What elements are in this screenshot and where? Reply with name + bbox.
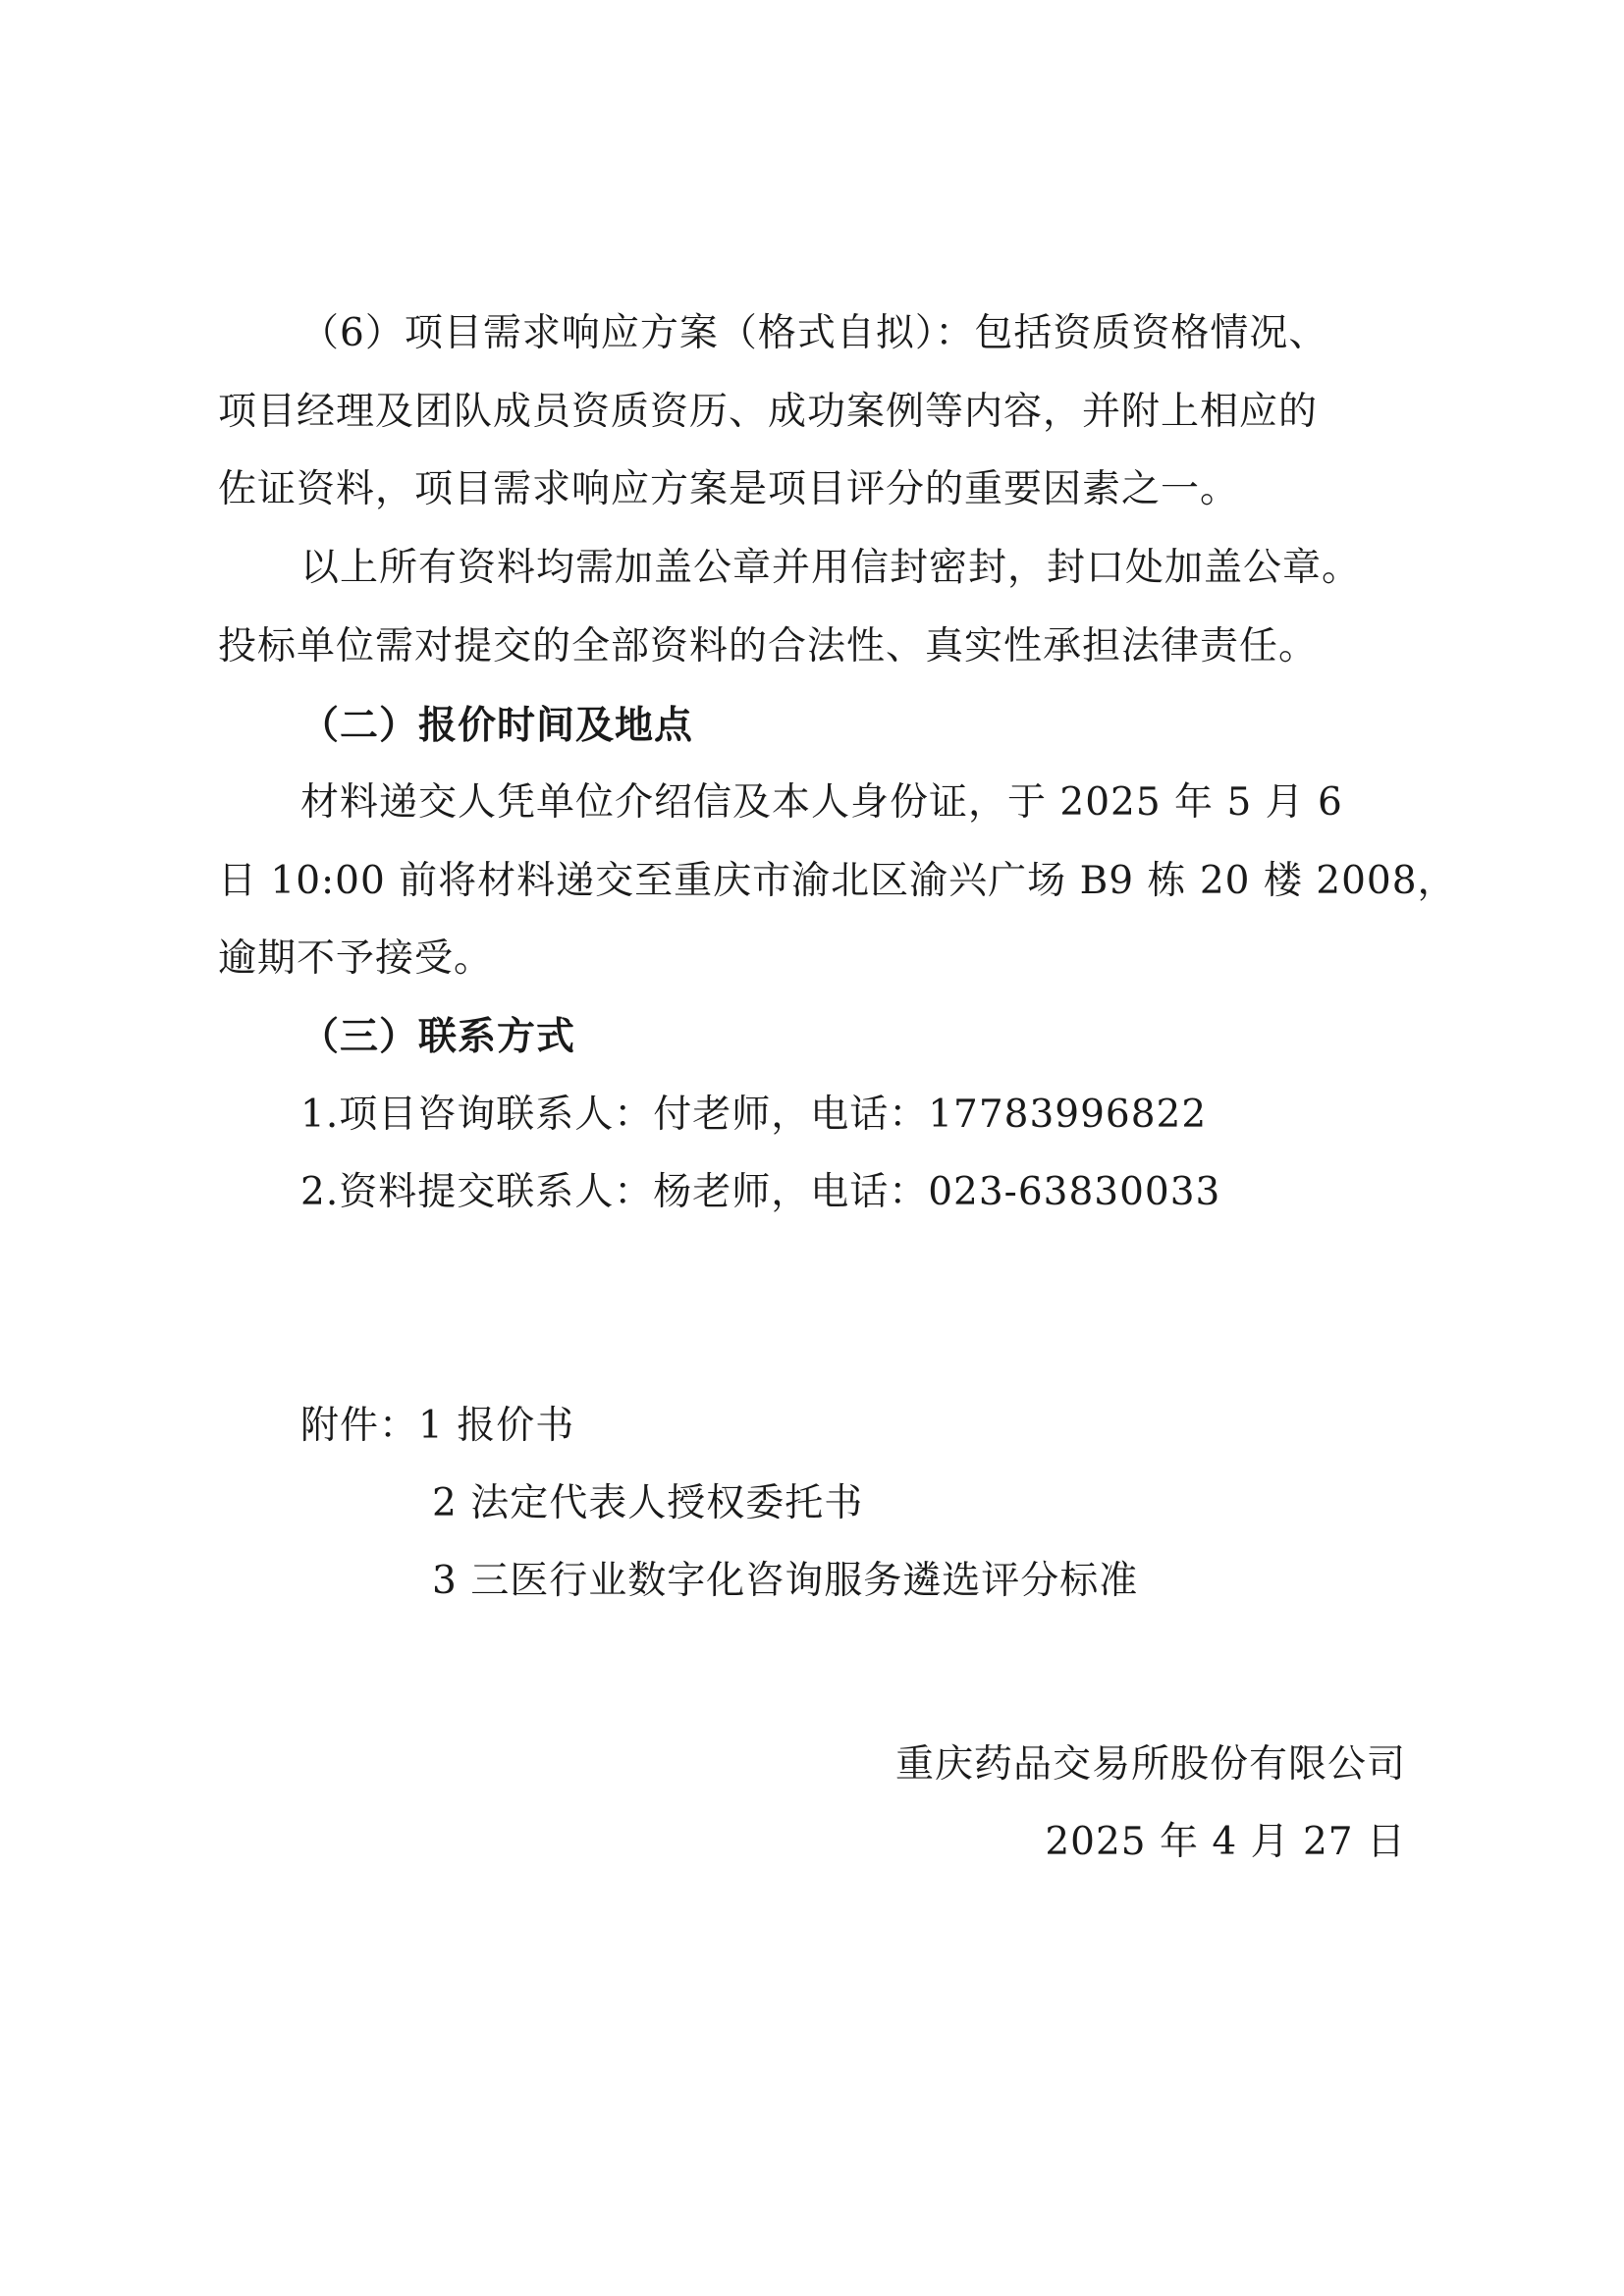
section2-heading: （二）报价时间及地点 [300, 703, 694, 748]
section2-line-2: 日 10:00 前将材料递交至重庆市渝北区渝兴广场 B9 栋 20 楼 2008， [218, 859, 1457, 903]
para6-line-2: 项目经理及团队成员资质资历、成功案例等内容，并附上相应的 [218, 390, 1319, 434]
attachment-item-2: 2 法定代表人授权委托书 [432, 1481, 864, 1525]
attachment-item-1: 1 报价书 [418, 1404, 575, 1448]
signature-date: 2025 年 4 月 27 日 [1045, 1820, 1406, 1864]
para6-line-3: 佐证资料，项目需求响应方案是项目评分的重要因素之一。 [218, 467, 1240, 511]
contact-line-2: 2.资料提交联系人：杨老师，电话：023-63830033 [300, 1170, 1221, 1214]
para6-line-1: （6）项目需求响应方案（格式自拟）：包括资质资格情况、 [300, 311, 1328, 355]
attachment-item-3: 3 三医行业数字化咨询服务遴选评分标准 [432, 1559, 1139, 1603]
attachments-label: 附件： [300, 1404, 419, 1448]
seal-note-line-1: 以上所有资料均需加盖公章并用信封密封，封口处加盖公章。 [300, 546, 1362, 590]
seal-note-line-2: 投标单位需对提交的全部资料的合法性、真实性承担法律责任。 [218, 624, 1319, 668]
attachments-block [300, 1399, 1508, 1454]
signature-company: 重庆药品交易所股份有限公司 [894, 1742, 1406, 1787]
section2-line-1: 材料递交人凭单位介绍信及本人身份证，于 2025 年 5 月 6 [300, 780, 1343, 825]
section3-heading: （三）联系方式 [300, 1014, 576, 1059]
contact-line-1: 1.项目咨询联系人：付老师，电话：17783996822 [300, 1093, 1208, 1137]
section2-line-3: 逾期不予接受。 [218, 936, 494, 981]
